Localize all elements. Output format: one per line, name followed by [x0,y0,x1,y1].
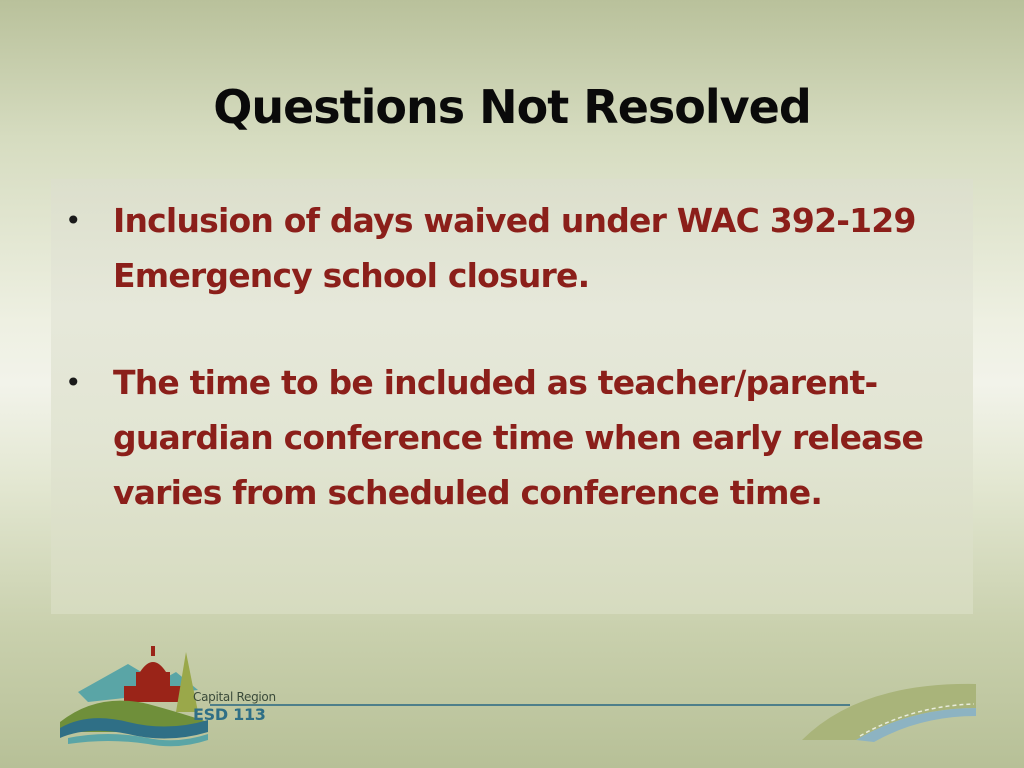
footer-divider [210,704,850,706]
logo-text-capital-region: Capital Region [193,690,276,704]
bullet-marker: • [65,204,81,237]
bullet-text: The time to be included as teacher/parent-guardian conference time when early release varies from scheduled conference time. [113,363,924,512]
bullet-item-1 [51,193,973,303]
logo-text-esd: ESD 113 [193,705,266,724]
bullet-marker: • [65,366,81,399]
content-box [51,179,973,614]
bullet-item-2 [51,355,973,520]
bullet-text: Inclusion of days waived under WAC 392-129 Emergency school closure. [113,201,916,295]
bullet-list [51,193,973,520]
bridge-graphic-icon [800,672,980,744]
slide-title: Questions Not Resolved [213,80,811,134]
